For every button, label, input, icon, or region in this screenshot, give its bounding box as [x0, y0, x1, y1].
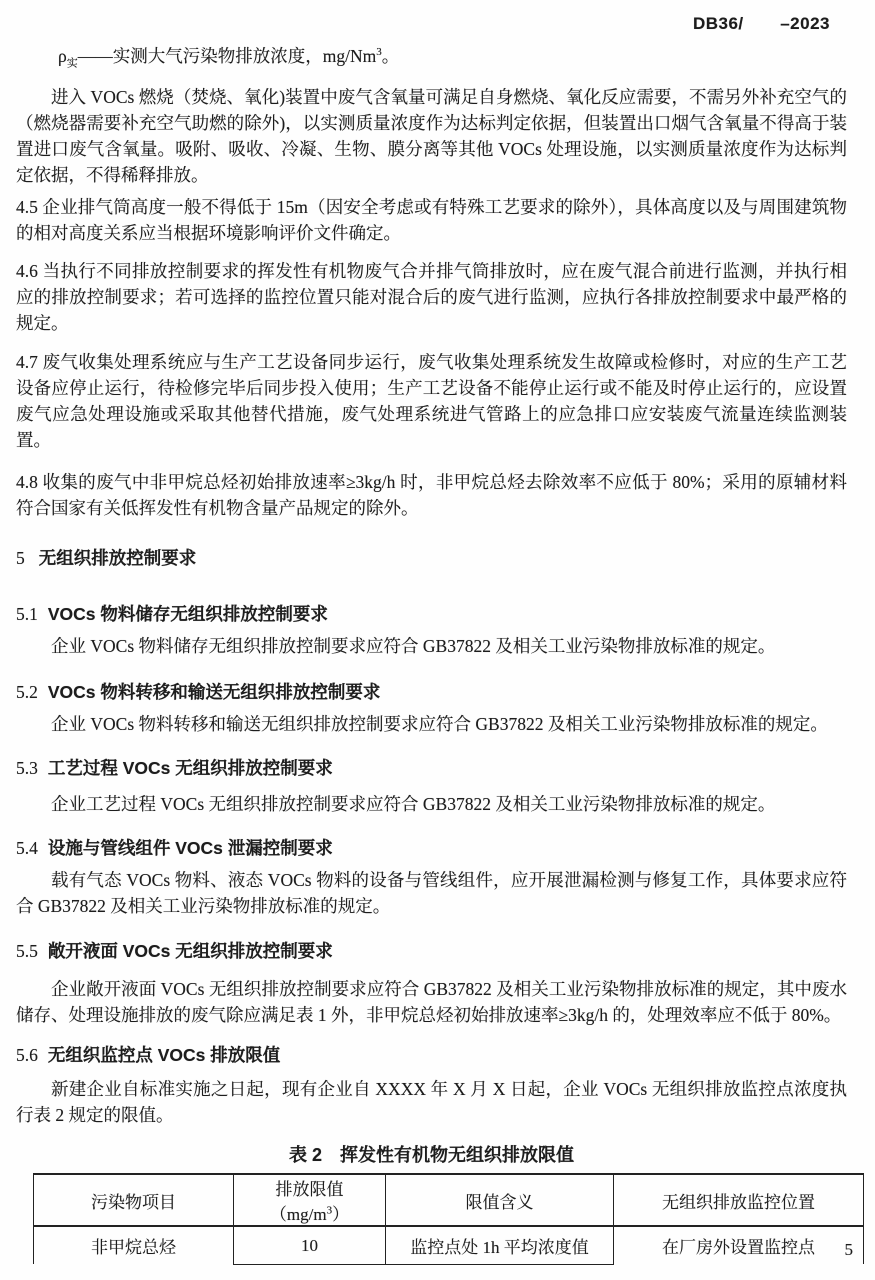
definition-rho-line [16, 39, 847, 76]
heading-5-6 [16, 1042, 847, 1068]
heading-chapter-5 [16, 545, 847, 571]
paragraph-5-2: 企业 VOCs 物料转移和输送无组织排放控制要求应符合 GB37822 及相关工业污染物排放标准的规定。 [51, 714, 828, 735]
clause-4-6: 4.6 当执行不同排放控制要求的挥发性有机物废气合并排气筒排放时，应在废气混合前进行监测，并执行相应的排放控制要求；若可选择的监控位置只能对混合后的废气进行监测，应执行各排放控制要求中最严格的规定。 [16, 261, 847, 334]
table-2 [33, 1173, 864, 1265]
page-number: 5 [844, 1240, 853, 1259]
heading-number: 5.1 [16, 604, 38, 625]
rho-subscript: 实 [66, 57, 78, 70]
rho-symbol: ρ [58, 45, 67, 66]
heading-5-4 [16, 835, 847, 861]
heading-5-5 [16, 938, 847, 964]
heading-number: 5.5 [16, 941, 38, 962]
heading-title: 敞开液面 VOCs 无组织排放控制要求 [47, 941, 333, 962]
document-body [0, 39, 875, 1265]
rho-period: 。 [381, 45, 400, 66]
heading-title: VOCs 物料转移和输送无组织排放控制要求 [47, 682, 381, 703]
heading-number: 5.6 [16, 1045, 38, 1066]
heading-title: VOCs 物料储存无组织排放控制要求 [47, 604, 328, 625]
paragraph-5-6: 新建企业自标准实施之日起，现有企业自 XXXX 年 X 月 X 日起，企业 VOCs 无组织排放监控点浓度执行表 2 规定的限值。 [16, 1079, 847, 1126]
heading-title: 无组织监控点 VOCs 排放限值 [47, 1045, 281, 1066]
heading-number: 5.4 [16, 838, 38, 859]
cell-position: 在厂房外设置监控点 [614, 1226, 864, 1264]
table-2-caption [16, 1142, 847, 1168]
cell-pollutant: 非甲烷总烃 [91, 1238, 176, 1258]
paragraph-5-3: 企业工艺过程 VOCs 无组织排放控制要求应符合 GB37822 及相关工业污染物排放标准的规定。 [51, 794, 776, 815]
paragraph-5-5: 企业敞开液面 VOCs 无组织排放控制要求应符合 GB37822 及相关工业污染物排放标准的规定，其中废水储存、处理设施排放的废气除应满足表 1 外，非甲烷总烃初始排放速率≥3kg/h 的，处理效率应不低于 80%。 [16, 979, 847, 1026]
table-2-caption-label: 表 2 [288, 1145, 322, 1166]
paragraph-5-4: 载有气态 VOCs 物料、液态 VOCs 物料的设备与管线组件，应开展泄漏检测与修复工作，具体要求应符合 GB37822 及相关工业污染物排放标准的规定。 [16, 870, 847, 917]
paragraph-combustion-rule: 进入 VOCs 燃烧（焚烧、氧化)装置中废气含氧量可满足自身燃烧、氧化反应需要，不需另外补充空气的（燃烧器需要补充空气助燃的除外)，以实测质量浓度作为达标判定依据，但装置出口烟气含氧量不得高于装置进口废气含氧量。吸附、吸收、冷凝、生物、膜分离等其他 VOCs 处理设施，以实测质量浓度作为达标判定依据，不得稀释排放。 [16, 87, 847, 186]
clause-4-8: 4.8 收集的废气中非甲烷总烃初始排放速率≥3kg/h 时，非甲烷总烃去除效率不应低于 80%；采用的原辅材料符合国家有关低挥发性有机物含量产品规定的除外。 [16, 472, 847, 519]
heading-5-3 [16, 755, 847, 781]
table-2-caption-text: 挥发性有机物无组织排放限值 [340, 1145, 574, 1166]
heading-title: 工艺过程 VOCs 无组织排放控制要求 [47, 758, 333, 779]
paragraph-5-1: 企业 VOCs 物料储存无组织排放控制要求应符合 GB37822 及相关工业污染物排放标准的规定。 [51, 636, 776, 657]
limit-header-superscript: 3 [326, 1204, 333, 1217]
heading-number: 5 [16, 548, 25, 569]
cell-limit: 10 [234, 1226, 386, 1264]
doc-number: DB36/ –2023 [692, 14, 830, 33]
cell-meaning: 监控点处 1h 平均浓度值 [386, 1226, 614, 1264]
rho-superscript: 3 [376, 46, 382, 58]
limit-header-text: 排放限值（mg/m [269, 1180, 344, 1225]
heading-number: 5.2 [16, 682, 38, 703]
heading-5-1 [16, 601, 847, 627]
limit-header-close: ） [332, 1205, 350, 1225]
rho-definition-text: ——实测大气污染物排放浓度，mg/Nm [77, 45, 377, 66]
column-header-limit [234, 1174, 386, 1226]
clause-4-5: 4.5 企业排气筒高度一般不得低于 15m（因安全考虑或有特殊工艺要求的除外），具体高度以及与周围建筑物的相对高度关系应当根据环境影响评价文件确定。 [16, 197, 847, 244]
heading-number: 5.3 [16, 758, 38, 779]
heading-title: 无组织排放控制要求 [38, 548, 197, 569]
heading-title: 设施与管线组件 VOCs 泄漏控制要求 [47, 838, 333, 859]
column-header-pollutant: 污染物项目 [34, 1174, 234, 1226]
column-header-meaning: 限值含义 [386, 1174, 614, 1226]
column-header-position: 无组织排放监控位置 [614, 1174, 864, 1226]
clause-4-7: 4.7 废气收集处理系统应与生产工艺设备同步运行，废气收集处理系统发生故障或检修时，对应的生产工艺设备应停止运行，待检修完毕后同步投入使用；生产工艺设备不能停止运行或不能及时停止运行的，应设置废气应急处理设施或采取其他替代措施，废气处理系统进气管路上的应急排口应安装废气流量连续监测装置。 [16, 352, 847, 451]
table-2-header-row [34, 1174, 864, 1226]
table-row [34, 1226, 864, 1264]
heading-5-2 [16, 679, 847, 705]
